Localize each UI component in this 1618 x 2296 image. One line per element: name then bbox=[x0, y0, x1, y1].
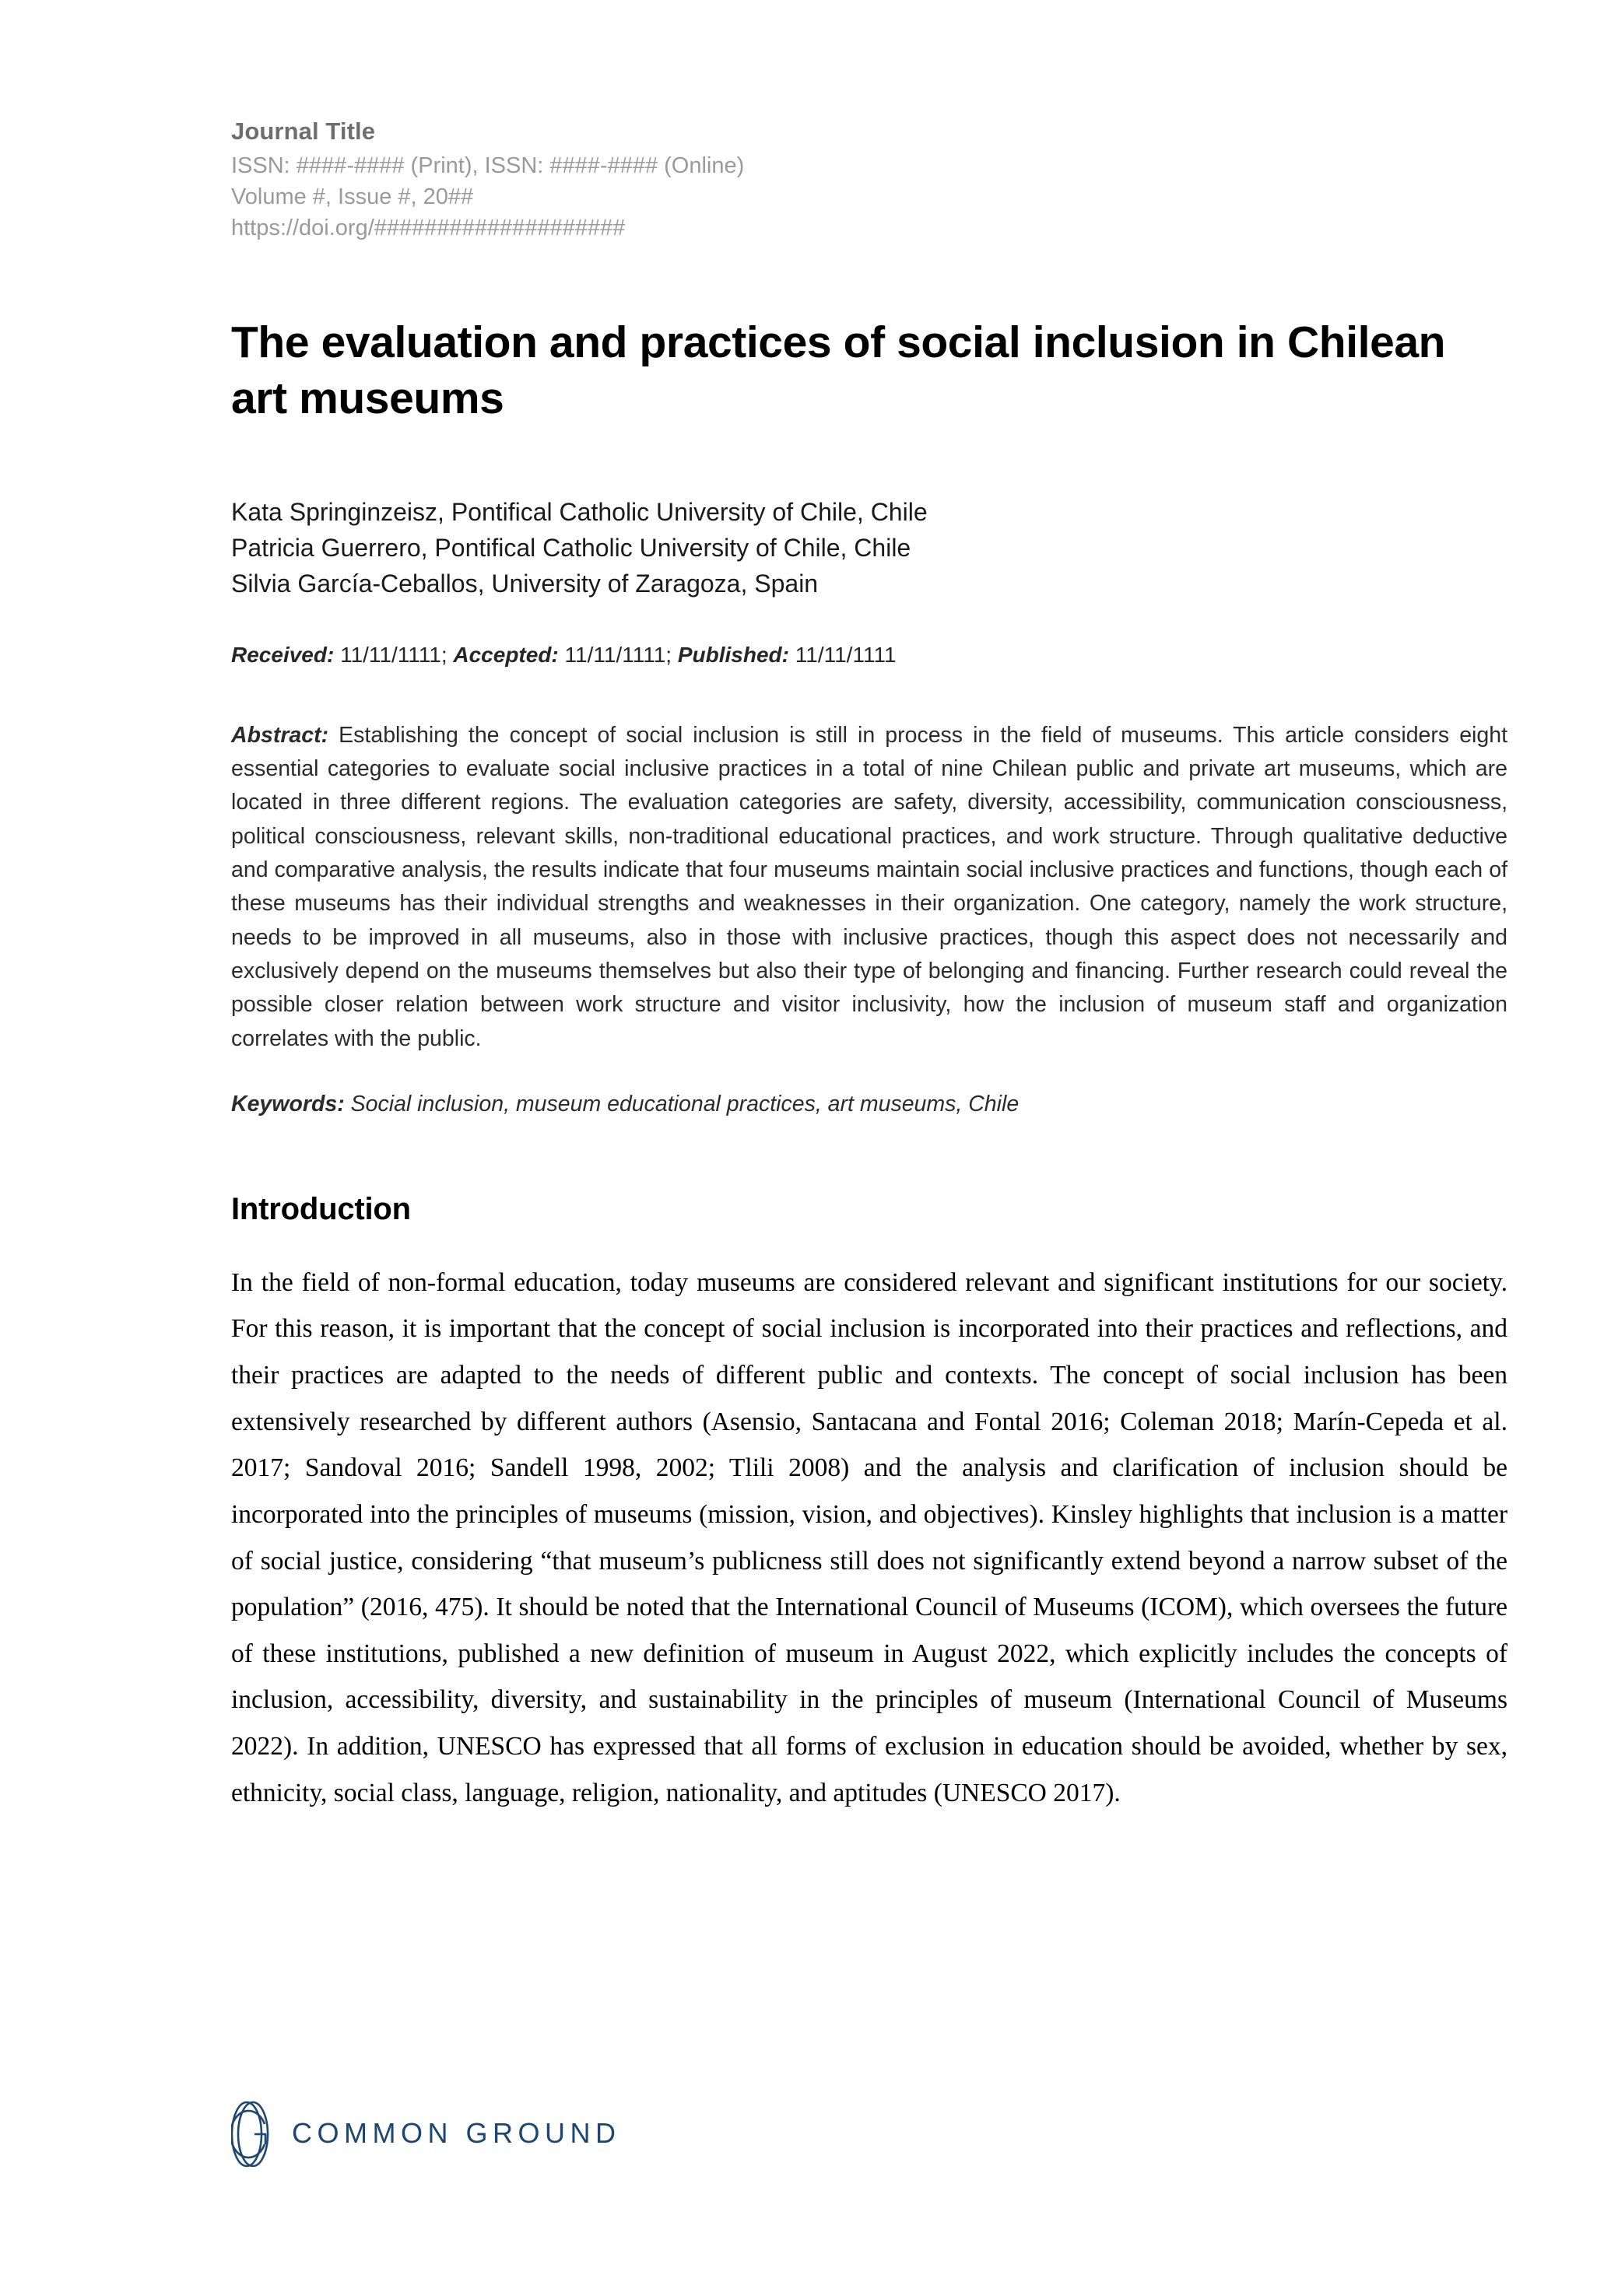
date-separator: ; bbox=[665, 642, 678, 667]
accepted-label: Accepted: bbox=[453, 642, 559, 667]
journal-title: Journal Title bbox=[231, 117, 376, 145]
publication-dates bbox=[231, 643, 1507, 668]
published-value: 11/11/1111 bbox=[795, 642, 897, 667]
author-affiliation-line: Silvia García-Ceballos, University of Zaragoza, Spain bbox=[231, 569, 819, 598]
author-list bbox=[231, 495, 1507, 601]
doi-line: https://doi.org/#################### bbox=[231, 215, 626, 240]
abstract-block bbox=[231, 719, 1507, 1056]
date-separator: ; bbox=[440, 642, 454, 667]
abstract-label: Abstract: bbox=[231, 722, 329, 748]
published-label: Published: bbox=[677, 642, 789, 667]
volume-issue-line: Volume #, Issue #, 20## bbox=[231, 184, 474, 209]
issn-line: ISSN: ####-#### (Print), ISSN: ####-#### (Online) bbox=[231, 152, 745, 178]
section-paragraph: In the field of non-formal education, today museums are considered relevant and significant institutions for our society. For this reason, it is important that the concept of social inclusion is incorporated into their practices and reflections, and their practices are adapted to the needs of different public and contexts. The concept of social inclusion has been extensively researched by different authors (Asensio, Santacana and Fontal 2016; Coleman 2018; Marín-Cepeda et al. 2017; Sandoval 2016; Sandell 1998, 2002; Tlili 2008) and the analysis and clarification of inclusion should be incorporated into the principles of museums (mission, vision, and objectives). Kinsley highlights that inclusion is a matter of social justice, considering “that museum’s publicness still does not significantly extend beyond a narrow subset of the population” (2016, 475). It should be noted that the International Council of Museums (ICOM), which oversees the future of these institutions, published a new definition of museum in August 2022, which explicitly includes the concepts of inclusion, accessibility, diversity, and sustainability in the principles of museum (International Council of Museums 2022). In addition, UNESCO has expressed that all forms of exclusion in education should be avoided, whether by sex, ethnicity, social class, language, religion, nationality, and aptitudes (UNESCO 2017). bbox=[231, 1267, 1507, 1807]
article-title: The evaluation and practices of social inclusion in Chilean art museums bbox=[231, 317, 1446, 423]
received-label: Received: bbox=[231, 642, 335, 667]
received-value: 11/11/1111 bbox=[340, 642, 441, 667]
accepted-value: 11/11/1111 bbox=[564, 642, 666, 667]
journal-masthead bbox=[231, 115, 1507, 244]
author-affiliation-line: Patricia Guerrero, Pontifical Catholic University of Chile, Chile bbox=[231, 534, 911, 563]
common-ground-monogram-icon bbox=[231, 2101, 275, 2168]
keywords-text: Social inclusion, museum educational practices, art museums, Chile bbox=[350, 1091, 1020, 1116]
page-content bbox=[231, 115, 1507, 1842]
section-heading-introduction: Introduction bbox=[231, 1191, 411, 1226]
publisher-name: COMMON GROUND bbox=[292, 2117, 621, 2149]
abstract-text: Establishing the concept of social inclusion is still in process in the field of museums. This article considers eight essential categories to evaluate social inclusive practices in a total of nine Chilean public and private art museums, which are located in three different regions. The evaluation categories are safety, diversity, accessibility, communication consciousness, political consciousness, relevant skills, non-traditional educational practices, and work structure. Through qualitative deductive and comparative analysis, the results indicate that four museums maintain social inclusive practices and functions, though each of these museums has their individual strengths and weaknesses in their organization. One category, namely the work structure, needs to be improved in all museums, also in those with inclusive practices, though this aspect does not necessarily and exclusively depend on the museums themselves but also their type of belonging and financing. Further research could reveal the possible closer relation between work structure and visitor inclusivity, how the inclusion of museum staff and organization correlates with the public. bbox=[231, 722, 1507, 1051]
keywords-block bbox=[231, 1092, 1507, 1117]
author-affiliation-line: Kata Springinzeisz, Pontifical Catholic University of Chile, Chile bbox=[231, 498, 928, 527]
publisher-logo bbox=[231, 2101, 620, 2168]
keywords-label: Keywords: bbox=[231, 1091, 345, 1116]
